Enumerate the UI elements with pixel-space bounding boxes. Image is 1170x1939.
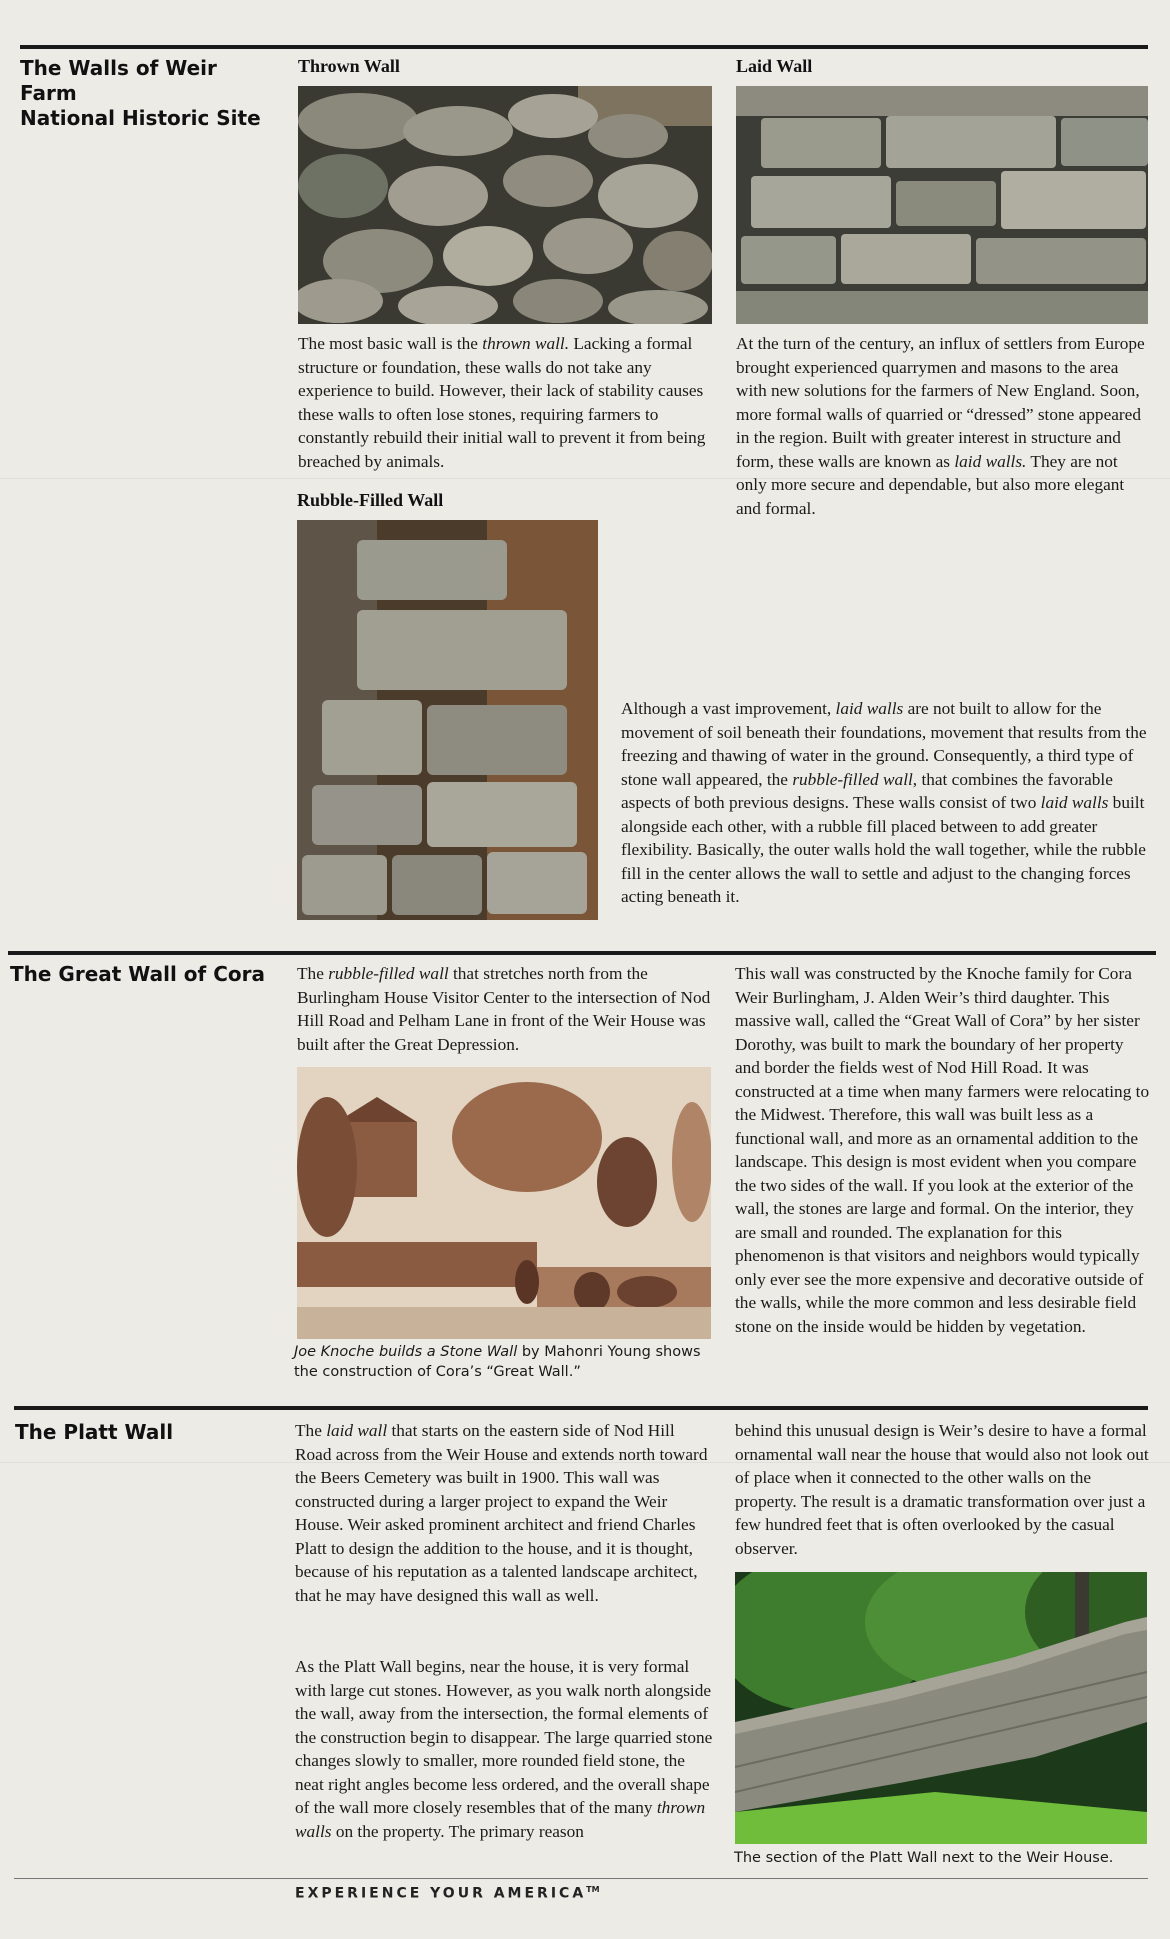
- stone-wall-drawing: [297, 1067, 711, 1339]
- thrown-wall-photo: [298, 86, 712, 324]
- section1-top-rule: [20, 45, 1148, 49]
- section3-title: The Platt Wall: [15, 1420, 174, 1444]
- laid-wall-heading: Laid Wall: [736, 56, 813, 76]
- section1-title-line2: National Historic Site: [20, 106, 261, 130]
- section3-top-rule: [14, 1406, 1148, 1410]
- rubble-filled-wall-text: Although a vast improvement, laid walls are not built to allow for the movement of soil beneath their foundations, movement that results from the freezing and thawing of water in the ground. Consequently, a third type of stone wall appeared, the rubble-filled wall, that combines the favorable aspects of both previous designs. These walls consist of two laid walls built alongside each other, with a rubble fill placed between to add greater flexibility. Basically, the outer walls hold the wall together, while the rubble fill in the center allows the wall to settle and adjust to the changing forces acting beneath it.: [621, 699, 1147, 906]
- section1-title-line1: The Walls of Weir Farm: [20, 56, 217, 105]
- laid-wall-text: At the turn of the century, an influx of settlers from Europe brought experienced quarrymen and masons to the area with new solutions for the farmers of New England. Soon, more formal walls of quarried or “dressed” stone appeared in the region. Built with greater interest in structure and form, these walls are known as laid walls. They are not only more secure and dependable, but also more elegant and formal.: [736, 334, 1145, 518]
- section2-top-rule: [8, 951, 1156, 955]
- platt-wall-photo: [735, 1572, 1147, 1844]
- platt-wall-text-col2: behind this unusual design is Weir’s desire to have a formal ornamental wall near the house that would also not look out of place when it connected to the other walls on the property. The result is a dramatic transformation over just a few hundred feet that is often overlooked by the casual observer.: [735, 1421, 1149, 1558]
- footer-slogan: EXPERIENCE YOUR AMERICA™: [295, 1885, 600, 1902]
- platt-wall-text-p2: As the Platt Wall begins, near the house, it is very formal with large cut stones. However, as you walk north alongside the wall, away from the intersection, the formal elements of the construction begin to disappear. The large quarried stone changes slowly to smaller, more rounded field stone, the neat right angles become less ordered, and the overall shape of the wall more closely resembles that of the many thrown walls on the property. The primary reason: [295, 1657, 713, 1841]
- section1-title: [20, 56, 280, 131]
- platt-wall-text-p1: The laid wall that starts on the eastern side of Nod Hill Road across from the Weir House and extends north toward the Beers Cemetery was built in 1900. This wall was constructed during a larger project to expand the Weir House. Weir asked prominent architect and friend Charles Platt to design the addition to the house, and it is thought, because of his reputation as a talented landscape architect, that he may have designed this wall as well.: [295, 1421, 708, 1605]
- rubble-filled-wall-heading: Rubble-Filled Wall: [297, 490, 444, 510]
- footer-rule: [14, 1878, 1148, 1879]
- rubble-filled-wall-photo: [297, 520, 598, 920]
- section2-title: The Great Wall of Cora: [10, 962, 265, 986]
- great-wall-text-col2: This wall was constructed by the Knoche family for Cora Weir Burlingham, J. Alden Weir’s third daughter. This massive wall, called the “Great Wall of Cora” by her sister Dorothy, was built to mark the boundary of her property and border the fields west of Nod Hill Road. It was constructed at a time when many farmers were relocating to the Midwest. Therefore, this wall was built less as a functional wall, and more as an ornamental addition to the landscape. This design is most evident when you compare the two sides of the wall. If you look at the exterior of the wall, the stones are large and formal. On the interior, they are small and rounded. The explanation for this phenomenon is that visitors and neighbors would typically only ever see the more expensive and decorative outside of the walls, while the more common and less desirable field stone on the inside would be hidden by vegetation.: [735, 964, 1150, 1336]
- great-wall-text-col1: The rubble-filled wall that stretches north from the Burlingham House Visitor Center to the intersection of Nod Hill Road and Pelham Lane in front of the Weir House was built after the Great Depression.: [297, 964, 711, 1054]
- drawing-caption: Joe Knoche builds a Stone Wall by Mahonri Young shows the construction of Cora’s “Great Wall.”: [294, 1344, 701, 1380]
- laid-wall-photo: [736, 86, 1148, 324]
- platt-wall-caption: The section of the Platt Wall next to the Weir House.: [734, 1850, 1114, 1866]
- thrown-wall-heading: Thrown Wall: [298, 56, 400, 76]
- thrown-wall-text: The most basic wall is the thrown wall. Lacking a formal structure or foundation, these walls do not take any experience to build. However, their lack of stability causes these walls to often lose stones, requiring farmers to constantly rebuild their initial wall to prevent it from being breached by animals.: [298, 334, 706, 471]
